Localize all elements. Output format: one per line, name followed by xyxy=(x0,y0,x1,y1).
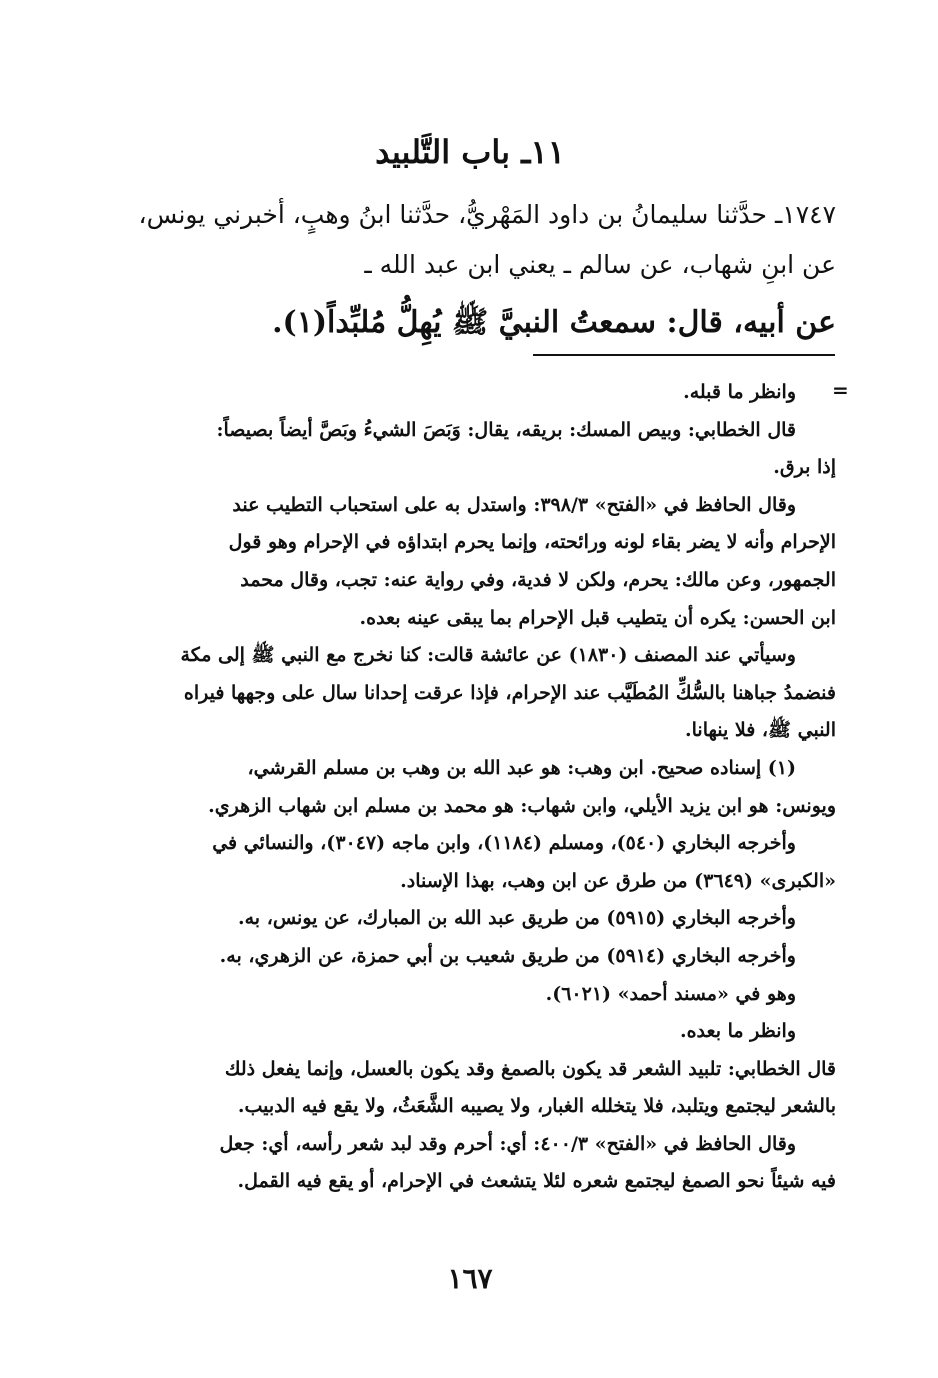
footnote-line: فيه شيئاً نحو الصمغ ليجتمع شعره لئلا يتشعث في الإحرام، أو يقع فيه القمل. xyxy=(237,1170,836,1193)
footnote-line: ابن الحسن: يكره أن يتطيب قبل الإحرام بما يبقى عينه بعده. xyxy=(359,606,836,629)
footnote-line: الجمهور، وعن مالك: يحرم، ولكن لا فدية، وفي رواية عنه: تجب، وقال محمد xyxy=(240,568,836,591)
footnote-line: وقال الحافظ في «الفتح» ٣٩٨/٣: واستدل به على استحباب التطيب عند xyxy=(232,493,796,516)
footnote-divider xyxy=(533,354,835,356)
footnote-line: وأخرجه البخاري (٥٩١٤) من طريق شعيب بن أبي حمزة، عن الزهري، به. xyxy=(219,944,796,967)
footnote-line: فنضمدُ جباهنا بالسُّكِّ المُطَيَّب عند الإحرام، فإذا عرقت إحدانا سال على وجهها فيراه xyxy=(183,681,836,704)
footnote-line: قال الخطابي: تلبيد الشعر قد يكون بالصمغ وقد يكون بالعسل، وإنما يفعل ذلك xyxy=(224,1057,836,1080)
footnote-line: وانظر ما بعده. xyxy=(679,1020,796,1043)
page-number: ١٦٧ xyxy=(447,1262,493,1295)
footnotes xyxy=(122,374,836,1201)
footnote-line: وأخرجه البخاري (٥٤٠)، ومسلم (١١٨٤)، وابن ماجه (٣٠٤٧)، والنسائي في xyxy=(212,832,796,855)
chapter-title: ١١ـ باب التَّلبيد xyxy=(375,133,565,171)
footnote-line: وهو في «مسند أحمد» (٦٠٢١). xyxy=(545,982,796,1005)
footnote-line: إذا برق. xyxy=(773,456,836,479)
footnote-line: وسيأتي عند المصنف (١٨٣٠) عن عائشة قالت: كنا نخرج مع النبي ﷺ إلى مكة xyxy=(180,644,796,667)
footnote-line: وقال الحافظ في «الفتح» ٤٠٠/٣: أي: أحرم وقد لبد شعر رأسه، أي: جعل xyxy=(219,1132,796,1155)
footnote-line: (١) إسناده صحيح. ابن وهب: هو عبد الله بن وهب بن مسلم القرشي، xyxy=(247,756,796,779)
footnote-continuation-marker: = xyxy=(832,378,849,402)
footnote-line: الإحرام وأنه لا يضر بقاء لونه ورائحته، وإنما يحرم ابتداؤه في الإحرام وهو قول xyxy=(228,531,836,554)
footnote-line: قال الخطابي: وبيص المسك: بريقه، يقال: وَبَصَ الشيءُ وبَصَّ أيضاً بصيصاً: xyxy=(216,418,796,441)
footnote-line: وأخرجه البخاري (٥٩١٥) من طريق عبد الله بن المبارك، عن يونس، به. xyxy=(238,907,796,930)
footnote-line: النبي ﷺ، فلا ينهانا. xyxy=(685,719,836,742)
hadith-text xyxy=(96,190,836,356)
footnote-line: وانظر ما قبله. xyxy=(683,381,796,403)
footnote-line: ويونس: هو ابن يزيد الأيلي، وابن شهاب: هو محمد بن مسلم ابن شهاب الزهري. xyxy=(208,794,836,817)
hadith-line: ١٧٤٧ـ حدَّثنا سليمانُ بن داود المَهْريُّ، حدَّثنا ابنُ وهبٍ، أخبرني يونس، xyxy=(138,200,836,229)
footnote-line: «الكبرى» (٣٦٤٩) من طرق عن ابن وهب، بهذا الإسناد. xyxy=(400,869,836,892)
hadith-line: عن ابنِ شهاب، عن سالم ـ يعني ابن عبد الله ـ xyxy=(364,250,836,279)
hadith-line-main: عن أبيه، قال: سمعتُ النبيَّ ﷺ يُهِلُّ مُلبِّداً(١). xyxy=(272,305,836,340)
footnote-line: بالشعر ليجتمع ويتلبد، فلا يتخلله الغبار، ولا يصيبه الشَّعَثُ، ولا يقع فيه الدبيب. xyxy=(237,1095,836,1118)
